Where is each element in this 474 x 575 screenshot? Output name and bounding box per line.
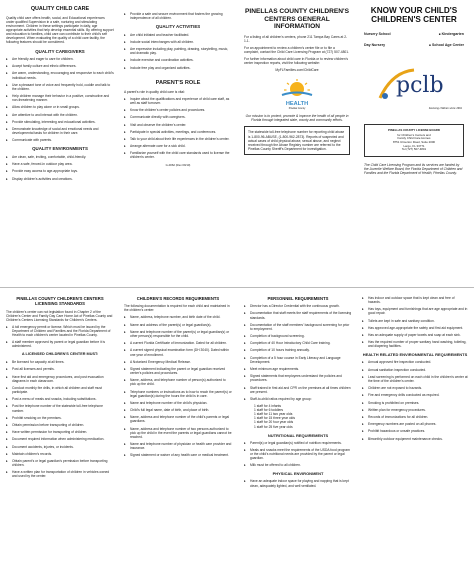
caregiver-item: ▸ Help children manage their behavior in a positive, constructive and non-threatening manner. [6,94,114,102]
caregiver-item: ▸ Communicate with parents. [6,138,114,142]
square-bullet-icon [439,32,441,36]
nutrition-item: ▸ Milk must be offered to all children. [244,463,352,467]
parents-role-heading: PARENT'S ROLE [155,79,201,86]
health-env-item: ▸ Records of immunizations for all children. [362,415,468,419]
panel-records-requirements [124,296,232,461]
mission-statement: Our mission is to protect, promote & improve the health of all people in Florida through integrated state, county and community efforts. [245,114,349,123]
must-item: ▸ Have written permission for transporting of children. [6,430,114,434]
record-item: ▸ Name and telephone number of the parent(s) or legal guardian(s) or other person(s) responsible for the child. [124,330,232,338]
type-day-nursery: Day Nursery [364,43,386,48]
role-item: ▸ Talk to your child about their life experiences in the children's center. [124,137,232,141]
physical-environment-heading: PHYSICAL ENVIRONMENT [272,471,324,477]
must-item: ▸ Be licensed for capacity at all times. [6,360,114,364]
panel-quality-child-care [6,6,114,184]
record-item: ▸ A Notarized Emergency Medical Release. [124,360,232,364]
personnel-item: ▸ Staff trained in first aid and CPR on the premises at all times children are present. [244,386,352,394]
quality-activities-heading: QUALITY ACTIVITIES [155,24,201,30]
record-item: ▸ Name, address and telephone number of the child's parents or legal guardians. [124,415,232,423]
panel-parents-role [124,12,232,167]
quality-caregivers-heading: QUALITY CAREGIVERS [35,48,85,54]
personnel-item: ▸ Signed statements that employees understand the policies and procedures. [244,374,352,382]
quality-child-care-title: QUALITY CHILD CARE [30,6,90,12]
role-item: ▸ Visit and observe the children's center. [124,123,232,127]
pclb-logo-text: pclb [396,72,444,98]
hotline-box: The statewide toll-free telephone number for reporting child abuse is 1-800-96-ABUSE, (1-800-962-2873). Reports of suspected and actual cases of child physical abuse, sexual abuse, and neglect received through the Abuse Registry number are referred to the Pinellas County Sheriff's Department for investigation. [244,126,350,155]
activities-list [124,33,232,70]
personnel-item: ▸ Completion of background screening. [244,334,352,338]
nutrition-item: ▸ Meals and snacks meet the requirements of the USDA food program or the child's nutritional needs are provided by the parent or legal guardian. [244,448,352,460]
licensed-center-heading: A LICENSED CHILDREN'S CENTER MUST: [21,352,99,357]
must-item: ▸ Prohibit smoking on the premises. [6,416,114,420]
records-title: CHILDREN'S RECORDS REQUIREMENTS [136,296,220,301]
activity-item: ▸ Include free play and organized activities. [124,66,232,70]
info-paragraph: For further information about child care in Florida or to review children's center inspection reports, visit the following website: [244,57,348,66]
record-item: ▸ Child's full legal name, date of birth, and place of birth. [124,408,232,412]
must-item: ▸ Post a menu of meals and snacks, including substitutions. [6,397,114,401]
role-item: ▸ Know the children's center policies and procedures. [124,108,232,112]
ratio-item: 1 staff for 25 five year olds [254,424,293,429]
activity-item: ▸ Include exercise and coordination activities. [124,58,232,62]
health-env-item: ▸ Emergency numbers are posted on all phones. [362,422,468,426]
must-item: ▸ Maintain children's records. [6,452,114,456]
environment-item: ▸ Display children's activities and creations. [6,177,114,181]
health-env-item: ▸ Prohibit hazardous or unsafe practices. [362,429,468,433]
info-paragraph: For a listing of all children's centers, phone 211 Tampa Bay Cares at 2-1-1. [244,34,348,43]
health-env-item: ▸ Lead screening is performed on each child in the children's center at the time of the children's center. [362,375,468,383]
records-intro: The following documentation is required for each child and maintained in the children's center: [124,304,230,313]
health-env-item: ▸ Written plan for emergency procedures. [362,408,468,412]
must-item: ▸ Obtain permission before transporting of children. [6,423,114,427]
board-line: Family Child Care Homes [397,136,431,141]
personnel-item: ▸ Staff-to-child ratios required by age group: [244,397,352,401]
type-kindergarten: ■ Kindergarten [439,32,464,37]
must-item: ▸ Have first aid and emergency procedures, and post evacuation diagrams in each classroom. [6,375,114,383]
nutritional-heading: NUTRITIONAL REQUIREMENTS [267,432,329,438]
type-school-age: ■ School Age Center [429,43,464,48]
must-item: ▸ Have a written plan for transportation of children in vehicles owned and used by the center. [6,470,114,478]
role-list [124,97,232,160]
ratio-list [244,404,352,429]
board-name: PINELLAS COUNTY LICENSE BOARD [388,128,440,133]
pclb-logo [360,62,468,110]
facility-item: ▸ Has indoor and outdoor space that is kept clean and free of hazards. [362,296,468,304]
personnel-item: ▸ Completion of a 5 hour course in Early Literacy and Language Development. [244,356,352,364]
pclb-tagline: licensing children since 1961 [428,106,462,110]
panel-personnel-requirements [244,296,352,491]
florida-health-logo [277,79,317,111]
website-link[interactable]: MyFLFamilies.com/ChildCare [275,68,319,73]
funding-description: The Child Care Licensing Program and its services are funded by the Juvenile Welfare Board, the Florida Department of Children and Families and the Florida Department of Health, Pinellas County. [364,162,463,176]
record-item: ▸ Name and telephone number of the child's physician. [124,401,232,405]
caregiver-list [6,57,114,142]
pclb-logo-art [374,62,454,106]
health-word: HEALTH [285,100,309,107]
license-item: ▸ A toll emergency permit or license. Which must be issued by the Department of Children and Families and the Florida Department of Health to each children's center located in Pinellas County. [6,325,114,337]
health-env-item: ▸ Children are not exposed to hazards. [362,386,468,390]
must-item: ▸ Document accidents, injuries, or incidents. [6,445,114,449]
environment-item: ▸ Are clean, safe, inviting, comfortable, child-friendly. [6,155,114,159]
personnel-item: ▸ Documentation that staff meets the staff requirements of the licensing standards. [244,311,352,319]
cover-title: KNOW YOUR CHILD'S CHILDREN'S CENTER [370,6,458,25]
sun-icon [277,79,317,101]
parents-role-intro: A parent's role in quality child care is vital: [124,89,185,94]
panel-general-information [244,8,350,155]
facility-item: ▸ Has an adequate supply of paper towels and soap at each sink. [362,333,468,337]
info-paragraph: For an appointment to review a children's center file or to file a complaint, contact the Child Care Licensing Program at (727) 507-4801. [244,45,350,55]
licensing-standards-title: PINELLAS COUNTY CHILDREN'S CENTERS LICENSING STANDARDS [16,296,104,307]
activity-item: ▸ Are child initiated and teacher facilitated. [124,33,232,37]
center-types-row-1 [360,32,468,37]
role-item: ▸ Arrange alternate care for a sick child. [124,144,232,148]
personnel-item: ▸ Meet minimum age requirements. [244,367,352,371]
caregiver-item: ▸ Are attentive to and interact with the children. [6,113,114,117]
activity-item: ▸ Are expressive including play, painting, drawing, storytelling, music, and dramatic play. [124,47,232,55]
nutrition-item: ▸ Parent(s) or legal guardian(s) notified of nutrition requirements. [244,441,352,445]
ratio-item: 1 staff for 6 toddlers [254,408,284,413]
fold-divider [0,287,474,288]
must-item: ▸ Document required information when administering medication. [6,437,114,441]
role-item: ▸ Inquire about the qualifications and experience of child care staff, as well as staff turnover. [124,97,232,105]
caregiver-item: ▸ Are friendly and eager to care for children. [6,57,114,61]
form-reference: G-0062 (Rev 09/10) [165,162,191,167]
ratio-item: 1 staff for 20 four year olds [254,420,294,425]
facility-item: ▸ Toilets are kept in safe and sanitary condition. [362,319,468,323]
record-item: ▸ Name, address, telephone number, and birth date of the child. [124,315,232,319]
license-board-box [364,124,464,157]
record-item: ▸ Name and telephone number of physician or health care provider and insurance. [124,442,232,450]
health-environment-heading: HEALTH RELATED ENVIRONMENTAL REQUIREMENTS [362,352,468,358]
facility-item: ▸ Has the required number of proper sanitary hand washing, toileting, and diapering facilities. [362,340,468,348]
caregiver-item: ▸ Demonstrate knowledge of social and emotional needs and developmental tasks for children in their care. [6,127,114,135]
caregiver-item: ▸ Provide stimulating, interesting and educational activities. [6,120,114,124]
board-line: for Children's Centers and [397,132,431,137]
board-line: Largo, FL 33771 [403,143,425,148]
caregiver-item: ▸ Use a pleasant tone of voice and frequently hold, cuddle and talk to the children. [6,83,114,91]
general-info-title: PINELLAS COUNTY CHILDREN'S CENTERS GENERAL INFORMATION [244,8,350,31]
health-environment-list [362,360,468,440]
personnel-item: ▸ Director has a Director Credential with the continuous growth. [244,304,352,308]
personnel-title: PERSONNEL REQUIREMENTS [267,296,329,301]
health-env-item: ▸ Bimonthly outdoor equipment maintenance checks. [362,437,468,441]
caregiver-item: ▸ Are warm, understanding, encouraging and responsive to each child's individual needs. [6,71,114,79]
role-item: ▸ Participate in special activities, meetings, and conferences. [124,130,232,134]
health-env-item: ▸ Fire and emergency drills conducted as required. [362,393,468,397]
panel-licensing-standards [6,296,114,482]
record-item: ▸ Name and address of the parent(s) or legal guardian(s). [124,323,232,327]
must-item: ▸ Post the telephone number of the statewide toll-free telephone number. [6,404,114,412]
must-item: ▸ Conduct monthly fire drills, in which all children and staff must participate. [6,386,114,394]
licensing-intro: The children's center can not legislation found in Chapter 2 of the Children's Center and Family Day Care Home Act of Pinellas County and Children's Centers Licensing Standards for Children's Centers. [6,309,113,322]
licensed-center-list [6,360,114,478]
activity-item: ▸ Include social interchanges with all children. [124,40,232,44]
personnel-list [244,304,352,401]
role-item: ▸ Familiarize yourself with the child care standards used to license the children's center. [124,151,232,159]
record-item: ▸ A current Florida Certificate of Immunization. Dated for all children. [124,341,232,345]
quality-environments-heading: QUALITY ENVIRONMENTS [32,146,88,152]
record-item: ▸ Name, address and telephone number of two persons authorized to pick up the child in the event the parents or legal guardians cannot be reached. [124,427,232,439]
must-item: ▸ Obtain parent's or legal guardian's permission before transporting children. [6,459,114,467]
panel-cover [360,6,468,175]
facility-item: ▸ Has toys, equipment and furnishings that are age appropriate and in good repair. [362,307,468,315]
ratio-item: 1 staff for 4 infants [254,404,282,409]
physical-item: ▸ Have an adequate indoor space for playing and napping that is kept clean, adequately lighted, and well ventilated. [244,479,352,487]
personnel-item: ▸ Completion of 40 Hour Introductory Child Care training. [244,341,352,345]
ratio-item: 1 staff for 15 three year olds [254,416,295,421]
health-env-item: ▸ Smoking is prohibited on premises. [362,401,468,405]
record-item: ▸ Signed statement or waiver of any health care or medical treatment. [124,453,232,457]
record-item: ▸ Telephone numbers or instructions as to how to reach the parent(s) or legal guardian(s) during the hours the child is in care. [124,390,232,398]
record-item: ▸ Name, address, and telephone number of person(s) authorized to pick up the child. [124,378,232,386]
personnel-item: ▸ Documentation of the staff members' background screening for prior to employment. [244,323,352,331]
square-bullet-icon [429,43,431,47]
personnel-item: ▸ Completion of 10 hours training annually. [244,348,352,352]
health-env-item: ▸ Annual sanitation inspection conducted. [362,368,468,372]
record-item: ▸ A current signed physical examination form (DH 3040). Dated within one year of enrollment. [124,348,232,356]
facility-item: ▸ Has approved age-appropriate fire safety and first aid equipment. [362,326,468,330]
license-item: ▸ A staff member approved by parent or legal guardian before it is administered. [6,340,114,348]
health-county: Pinellas County [288,107,306,111]
facility-list [362,296,468,348]
must-item: ▸ Post all licenses and permits. [6,367,114,371]
records-list [124,315,232,457]
type-nursery-school: Nursery School [364,32,391,37]
ratio-item: 1 staff for 11 two year olds [254,412,293,417]
center-types-row-2 [360,43,468,48]
caregiver-item: ▸ Allow children to play alone or in small groups. [6,105,114,109]
nutritional-list [244,441,352,468]
role-item: ▸ Communicate directly with caregivers. [124,115,232,119]
environment-item: ▸ Provide easy access to age-appropriate toys. [6,169,114,173]
board-line: 8751 Ulmerton Road, Suite 2000 [392,140,436,145]
board-line: Tel (727) 507-4801 [401,147,427,152]
health-env-item: ▸ Annual approved fire inspection conducted. [362,360,468,364]
caregiver-item: ▸ Accept family culture and ethnic differences. [6,64,114,68]
quality-intro: Quality child care offers health, social, and Educational experiences under qualified Supervision in a safe, nurturing and stimulating environment. Children in these settings participate in daily, age appropriate activities that help develop essential skills. By offering support and education to families, child care can contribute to their child's self development. When evaluating the quality of a child care facility, the following features should be considered. [6,15,114,45]
environment-item: ▸ Have a safe, fenced-in outdoor play area. [6,162,114,166]
panel-environment-requirements [362,296,468,444]
top-item: ▸ Provide a safe and secure environment that fosters the growing independence of all children. [124,12,232,20]
record-item: ▸ Signed statement indicating the parent or legal guardian received center's policies and procedures. [124,367,232,375]
environment-list [6,155,114,181]
